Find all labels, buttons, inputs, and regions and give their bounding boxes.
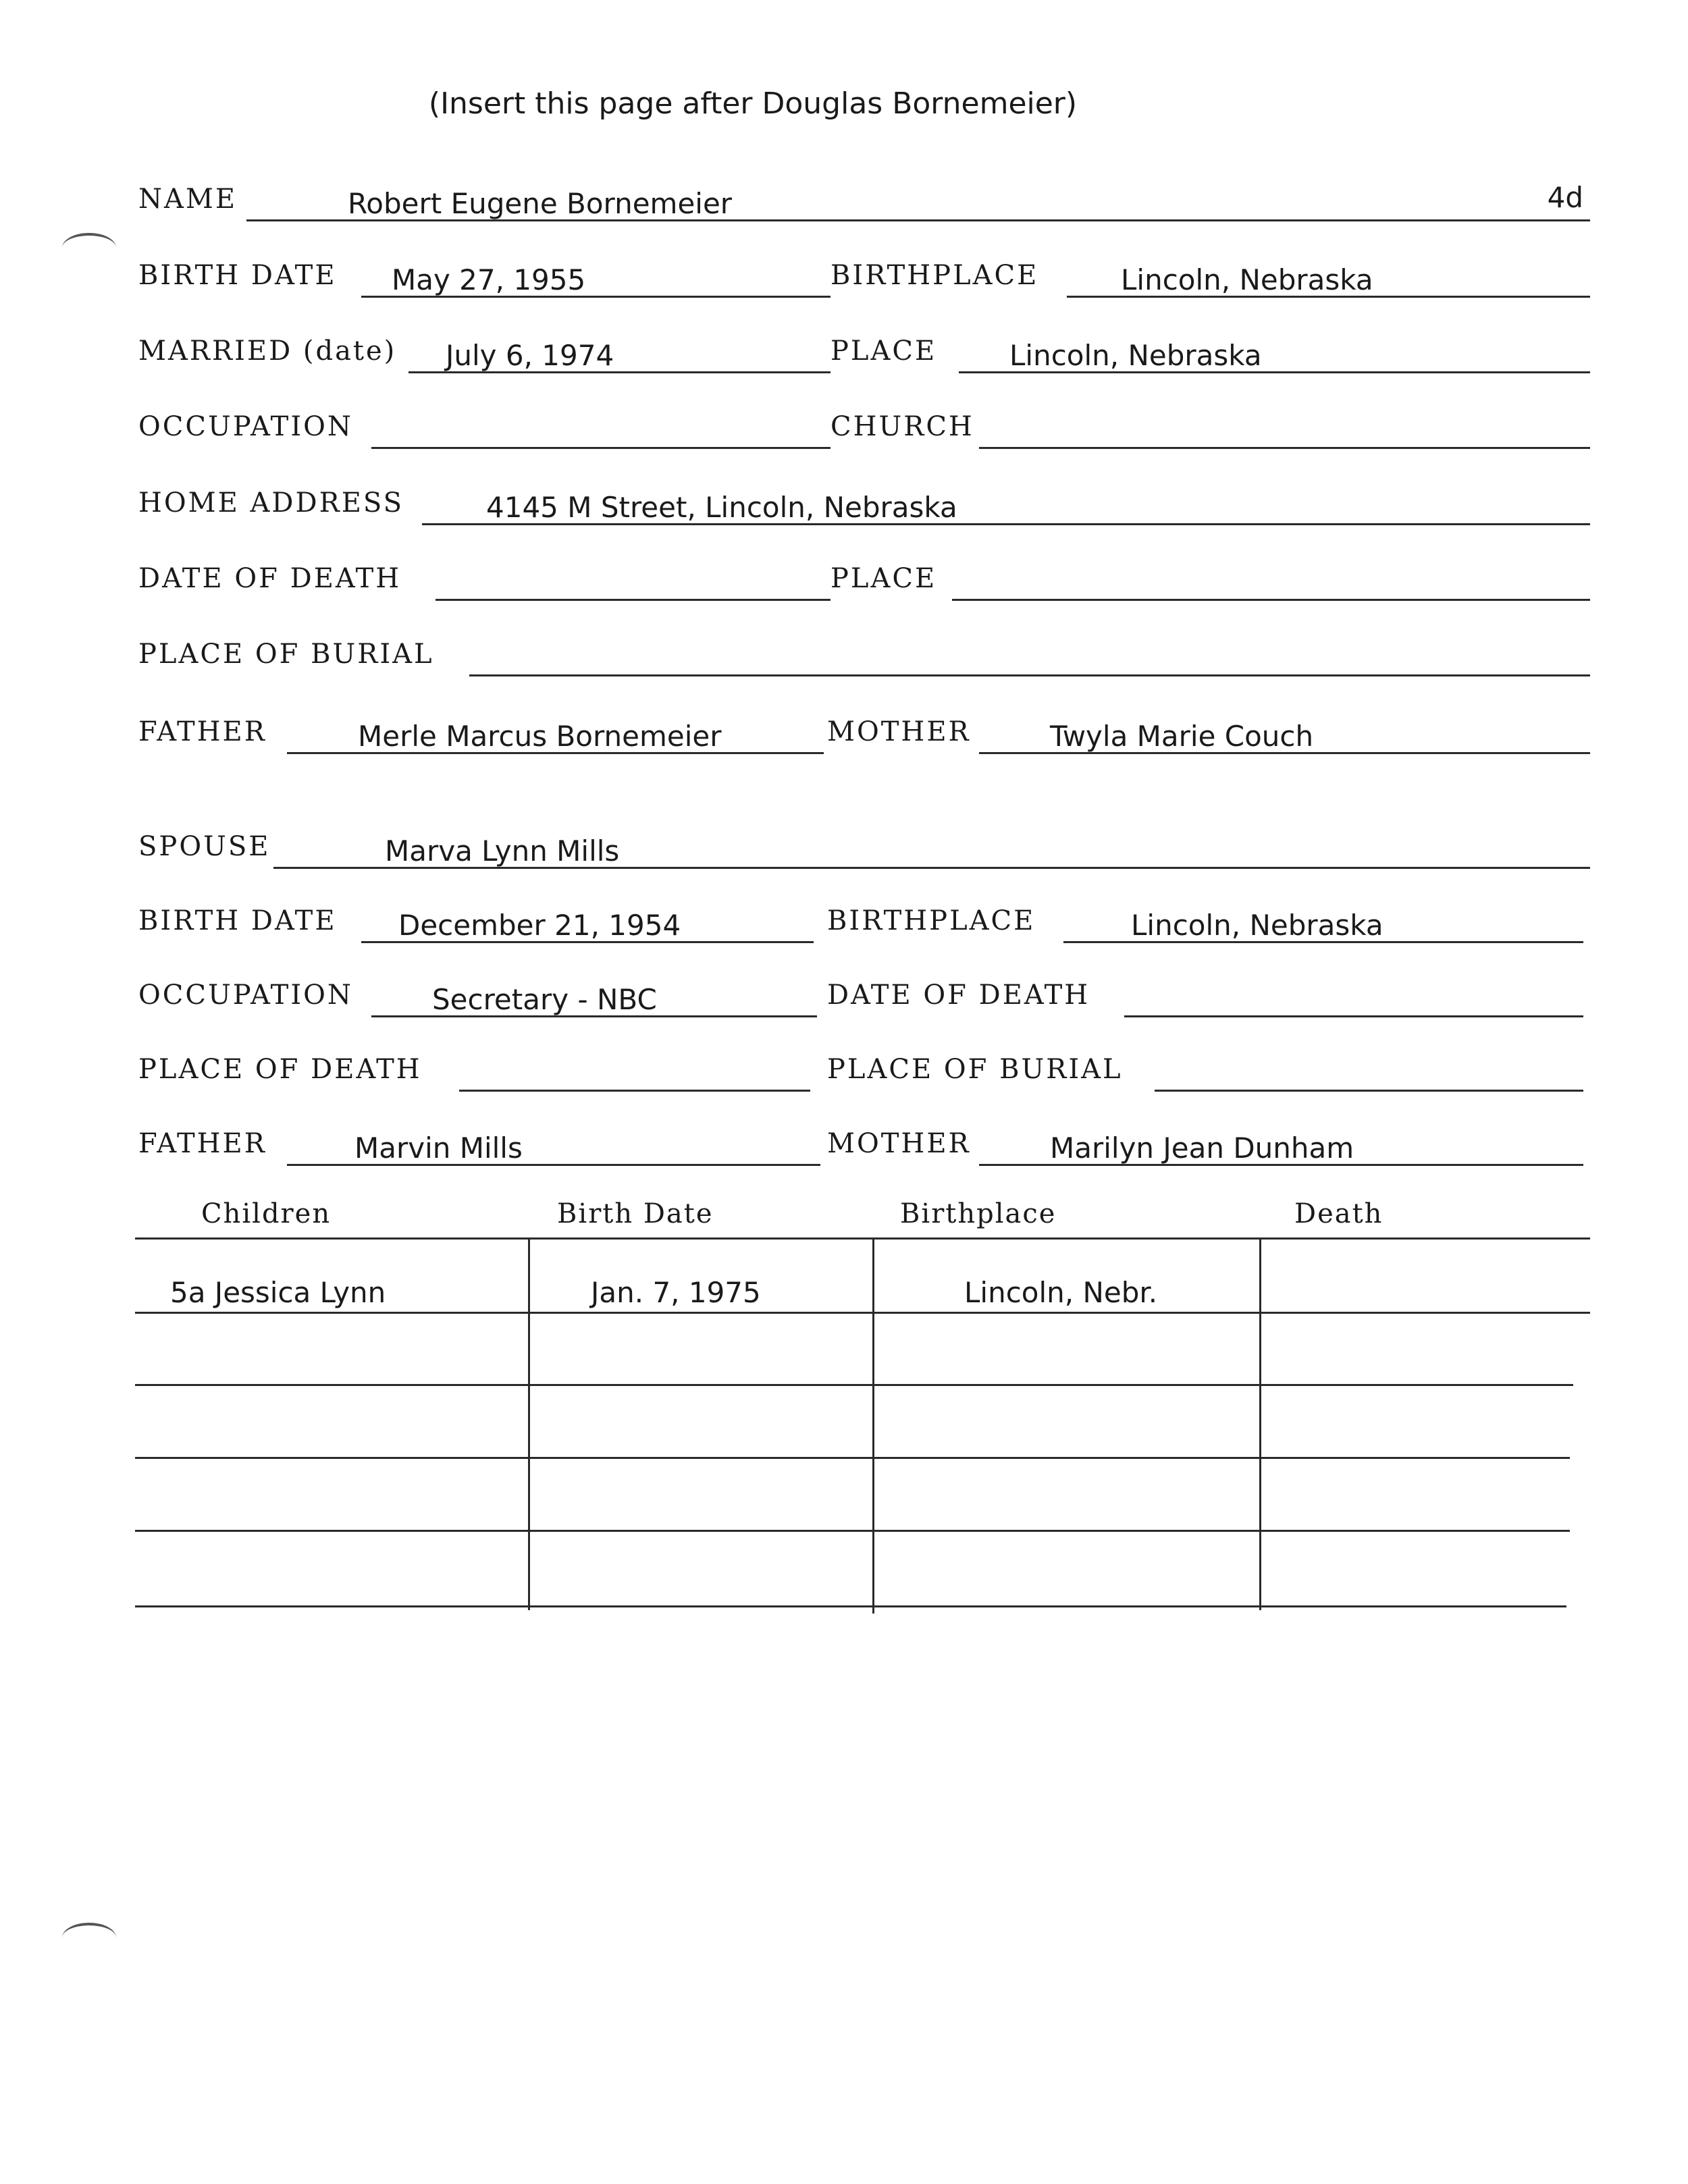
table-row-rule-5 (135, 1605, 1566, 1607)
death-date-row (138, 558, 830, 601)
table-row-rule-3 (135, 1457, 1570, 1459)
birthplace-label: BIRTHPLACE (830, 260, 1039, 291)
birthplace-row (830, 255, 1590, 298)
insert-note: (Insert this page after Douglas Bornemeier) (428, 86, 1078, 121)
church-label: CHURCH (830, 411, 974, 442)
birth-date-row (138, 255, 830, 298)
child-name-cell: 5a Jessica Lynn (170, 1276, 386, 1309)
married-place-row (830, 330, 1590, 373)
table-row-rule-4 (135, 1530, 1570, 1532)
spouse-birthplace-value: Lincoln, Nebraska (1131, 909, 1383, 942)
father-value: Merle Marcus Bornemeier (358, 720, 722, 753)
married-place-value: Lincoln, Nebraska (1009, 339, 1262, 372)
death-date-label: DATE OF DEATH (138, 563, 402, 594)
married-value: July 6, 1974 (446, 339, 614, 372)
child-birth-date-cell: Jan. 7, 1975 (591, 1276, 761, 1309)
col-header-birth-date: Birth Date (557, 1198, 714, 1229)
mother-value: Twyla Marie Couch (1050, 720, 1314, 753)
burial-label: PLACE OF BURIAL (138, 639, 434, 670)
spouse-mother-row (827, 1123, 1583, 1166)
married-row (138, 330, 830, 373)
death-place-line (952, 599, 1590, 601)
address-label: HOME ADDRESS (138, 487, 404, 518)
spouse-mother-label: MOTHER (827, 1128, 971, 1159)
spouse-burial-row (827, 1048, 1583, 1092)
spouse-mother-value: Marilyn Jean Dunham (1050, 1131, 1354, 1165)
spouse-birthplace-label: BIRTHPLACE (827, 905, 1036, 936)
married-label: MARRIED (date) (138, 336, 397, 367)
occupation-line (371, 447, 830, 449)
spouse-occupation-row (138, 974, 817, 1017)
spouse-birthplace-row (827, 900, 1583, 943)
spouse-father-row (138, 1123, 820, 1166)
table-row-rule-2 (135, 1384, 1573, 1386)
father-row (138, 711, 824, 754)
spouse-death-date-label: DATE OF DEATH (827, 980, 1090, 1011)
binder-mark-top (62, 233, 116, 263)
spouse-death-date-line (1124, 1015, 1583, 1017)
table-header-rule (135, 1237, 1590, 1240)
burial-line (469, 674, 1590, 676)
birth-date-value: May 27, 1955 (392, 263, 586, 296)
spouse-death-date-row (827, 974, 1583, 1017)
spouse-label: SPOUSE (138, 831, 271, 862)
spouse-burial-label: PLACE OF BURIAL (827, 1054, 1123, 1085)
spouse-occupation-value: Secretary - NBC (432, 983, 657, 1016)
address-value: 4145 M Street, Lincoln, Nebraska (486, 491, 957, 524)
name-value: Robert Eugene Bornemeier (348, 187, 733, 220)
death-place-row (830, 558, 1590, 601)
col-header-birthplace: Birthplace (900, 1198, 1057, 1229)
spouse-birth-date-row (138, 900, 814, 943)
spouse-death-place-label: PLACE OF DEATH (138, 1054, 422, 1085)
spouse-death-place-line (459, 1090, 810, 1092)
burial-row (138, 633, 1590, 676)
spouse-value: Marva Lynn Mills (385, 834, 620, 868)
table-row-rule-1 (135, 1312, 1590, 1314)
birth-date-label: BIRTH DATE (138, 260, 337, 291)
spouse-father-label: FATHER (138, 1128, 267, 1159)
address-row (138, 482, 1590, 525)
spouse-row (138, 826, 1590, 869)
married-place-label: PLACE (830, 336, 937, 367)
col-header-children: Children (201, 1198, 332, 1229)
church-row (830, 406, 1590, 449)
table-col-divider-2 (872, 1239, 874, 1614)
mother-label: MOTHER (827, 716, 971, 747)
table-col-divider-1 (528, 1239, 530, 1610)
table-col-divider-3 (1259, 1239, 1261, 1610)
name-label: NAME (138, 184, 238, 215)
binder-mark-bottom (62, 1923, 116, 1952)
occupation-row (138, 406, 830, 449)
record-code: 4d (1547, 181, 1583, 214)
spouse-death-place-row (138, 1048, 810, 1092)
church-line (979, 447, 1590, 449)
name-row (138, 178, 1590, 221)
death-date-line (436, 599, 830, 601)
spouse-birth-date-label: BIRTH DATE (138, 905, 337, 936)
spouse-father-value: Marvin Mills (354, 1131, 523, 1165)
spouse-burial-line (1155, 1090, 1583, 1092)
birthplace-value: Lincoln, Nebraska (1121, 263, 1373, 296)
spouse-birth-date-value: December 21, 1954 (398, 909, 681, 942)
occupation-label: OCCUPATION (138, 411, 353, 442)
spouse-occupation-label: OCCUPATION (138, 980, 353, 1011)
col-header-death: Death (1294, 1198, 1383, 1229)
death-place-label: PLACE (830, 563, 937, 594)
child-birthplace-cell: Lincoln, Nebr. (964, 1276, 1158, 1309)
father-label: FATHER (138, 716, 267, 747)
mother-row (827, 711, 1590, 754)
